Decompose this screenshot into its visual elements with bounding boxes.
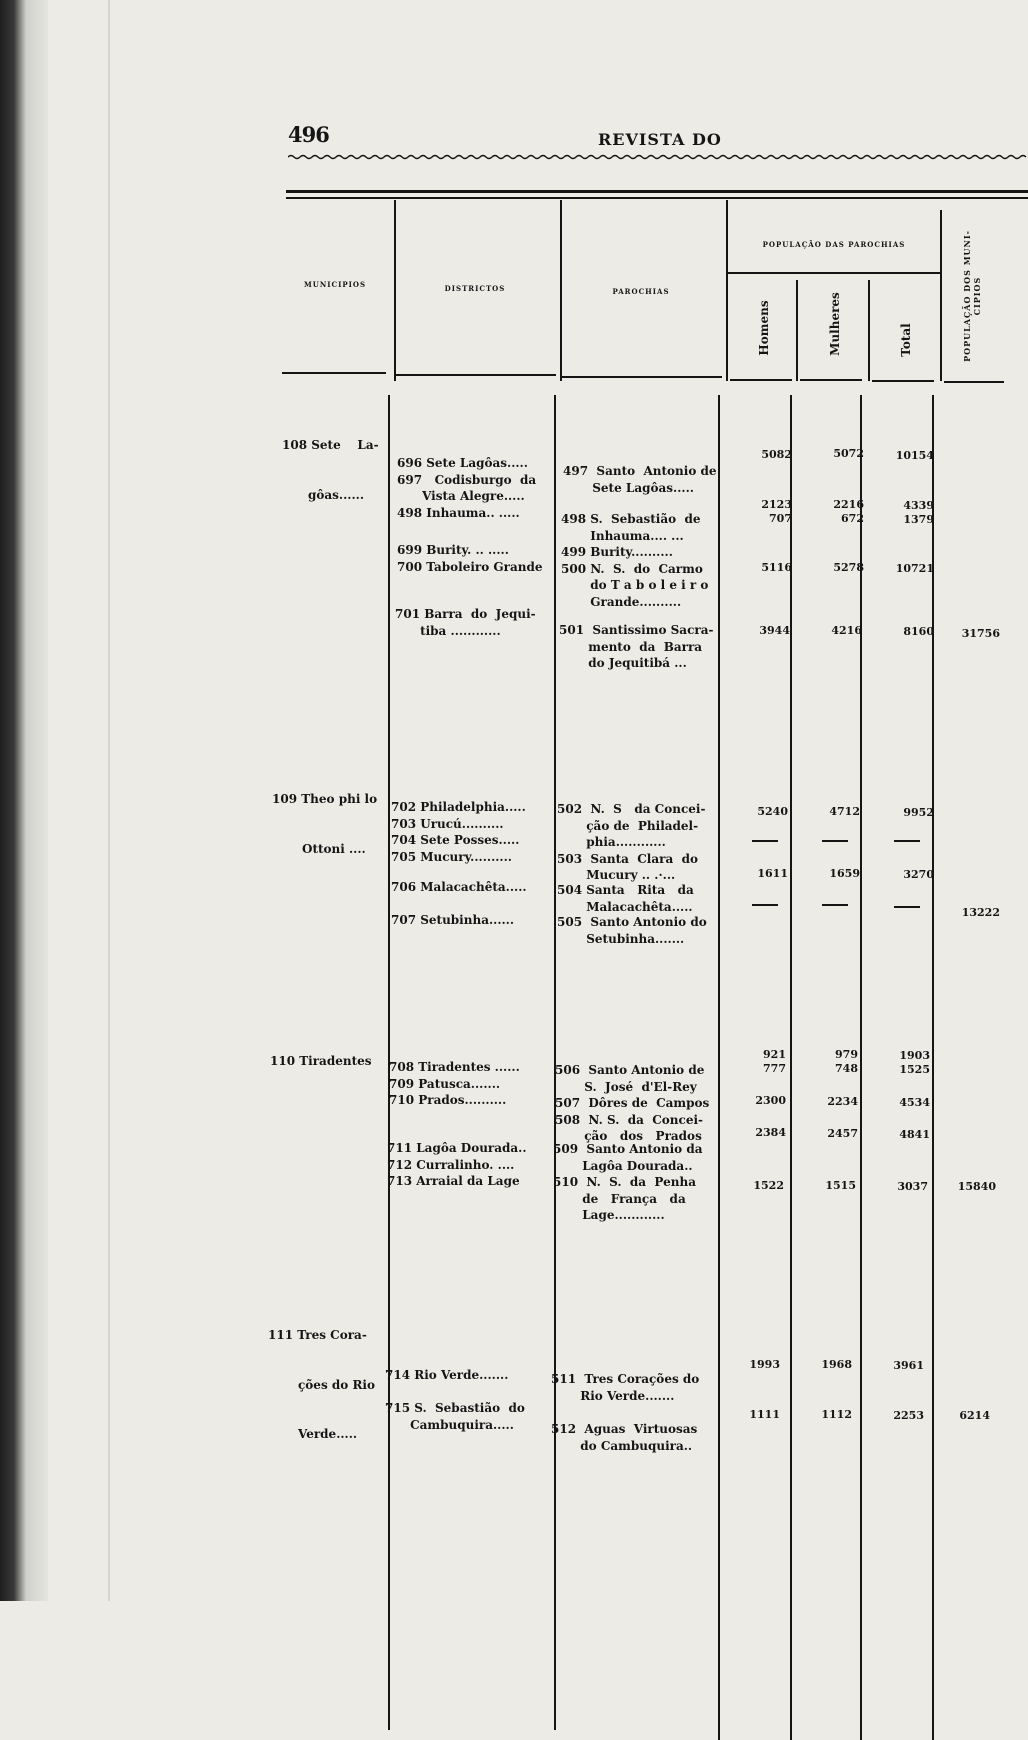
- header-total: Total: [899, 323, 913, 357]
- homens-r4: 5116: [761, 561, 792, 574]
- homens-r10: 2300: [755, 1094, 786, 1107]
- dash-homens-r6b: [752, 840, 778, 842]
- divider-municipios: [394, 200, 396, 381]
- head-underline-pop-municipios: [944, 381, 1004, 383]
- dash-mulheres-r6b: [822, 840, 848, 842]
- mulheres-r4: 5278: [833, 561, 864, 574]
- homens-r11: 2384: [755, 1126, 786, 1139]
- mulheres-r8: 979: [835, 1048, 858, 1061]
- divider-total: [940, 210, 942, 381]
- districtos-group-7: 708 Tiradentes ...... 709 Patusca....... 710 Prados..........: [389, 1060, 520, 1107]
- total-r11: 4841: [899, 1128, 930, 1141]
- dash-homens-r7b: [752, 904, 778, 906]
- page-number: 496: [288, 122, 329, 147]
- municipio-111: 111 Tres Cora- ções do Rio Verde.....: [268, 1328, 375, 1441]
- divider-mulheres-body: [860, 395, 862, 1740]
- homens-r7: 1611: [757, 867, 788, 880]
- total-r5: 8160: [903, 625, 934, 638]
- homens-r9: 777: [763, 1062, 786, 1075]
- mulheres-r3: 672: [841, 512, 864, 525]
- header-populacao-parochias: POPULAÇÃO DAS PAROCHIAS: [762, 240, 906, 249]
- parochias-group-2: 498 S. Sebastião de Inhauma.... ... 499 Burity.......... 500 N. S. do Carmo do T a b o l e i r o Grande..........: [561, 512, 709, 609]
- total-r4: 10721: [895, 562, 934, 575]
- parochias-group-8: 509 Santo Antonio da Lagôa Dourada.. 510 N. S. da Penha de França da Lage............: [553, 1142, 703, 1222]
- parochias-group-5: 504 Santa Rita da Malacachêta.....: [557, 883, 694, 914]
- homens-r13: 1993: [749, 1358, 780, 1371]
- homens-r3: 707: [769, 512, 792, 525]
- book-spine-shadow: [0, 0, 48, 1601]
- divider-homens: [796, 280, 798, 381]
- table-top-rule: [286, 190, 1028, 193]
- municipio-110: 110 Tiradentes: [270, 1054, 372, 1068]
- mulheres-r13: 1968: [821, 1358, 852, 1371]
- homens-r1: 5082: [761, 448, 792, 461]
- mulheres-r6: 4712: [829, 805, 860, 818]
- mulheres-r11: 2457: [827, 1127, 858, 1140]
- mulheres-r5: 4216: [831, 624, 862, 637]
- municipio-total-108: 31756: [961, 627, 1000, 640]
- header-homens: Homens: [757, 300, 771, 356]
- divider-districtos: [560, 200, 562, 381]
- dash-mulheres-r7b: [822, 904, 848, 906]
- total-r6: 9952: [903, 806, 934, 819]
- binding-crease: [108, 0, 110, 1601]
- divider-mulheres: [868, 280, 870, 381]
- total-r7: 3270: [903, 868, 934, 881]
- total-r14: 2253: [893, 1409, 924, 1422]
- head-underline-parochias: [562, 376, 722, 378]
- total-r9: 1525: [899, 1063, 930, 1076]
- parochias-group-10: 512 Aguas Virtuosas do Cambuquira..: [551, 1422, 698, 1453]
- table-top-rule-2: [286, 197, 1028, 199]
- running-title: REVISTA DO: [598, 130, 722, 149]
- divider-total-body: [932, 395, 934, 1740]
- districtos-group-2: 699 Burity. .. ..... 700 Taboleiro Grande: [397, 543, 543, 574]
- header-parochias: PAROCHIAS: [612, 287, 670, 296]
- total-r1: 10154: [895, 449, 934, 462]
- districtos-group-8: 711 Lagôa Dourada.. 712 Curralinho. .... 713 Arraial da Lage: [387, 1141, 527, 1188]
- municipio-total-110: 15840: [957, 1180, 996, 1193]
- homens-r6: 5240: [757, 805, 788, 818]
- districtos-group-6: 707 Setubinha......: [391, 913, 515, 927]
- total-r13: 3961: [893, 1359, 924, 1372]
- divider-homens-body: [790, 395, 792, 1740]
- head-underline-municipios: [282, 372, 386, 374]
- districtos-group-5: 706 Malacachêta.....: [391, 880, 527, 894]
- header-populacao-municipios: POPULAÇÃO DOS MUNI- CIPIOS: [962, 230, 982, 362]
- homens-r5: 3944: [759, 624, 790, 637]
- municipio-109: 109 Theo phi lo Ottoni ....: [272, 792, 378, 856]
- divider-parochias-body: [718, 395, 720, 1740]
- mulheres-r1: 5072: [833, 447, 864, 460]
- total-r2: 4339: [903, 499, 934, 512]
- homens-r8: 921: [763, 1048, 786, 1061]
- total-r3: 1379: [903, 513, 934, 526]
- homens-r14: 1111: [749, 1408, 780, 1421]
- dash-total-r7b: [894, 906, 920, 908]
- municipio-total-111: 6214: [959, 1409, 990, 1422]
- mulheres-r12: 1515: [825, 1179, 856, 1192]
- mulheres-r7: 1659: [829, 867, 860, 880]
- districtos-group-10: 715 S. Sebastião do Cambuquira.....: [385, 1401, 525, 1432]
- parochias-group-1: 497 Santo Antonio de Sete Lagôas.....: [563, 464, 717, 495]
- header-mulheres: Mulheres: [828, 292, 842, 356]
- parochias-group-4: 502 N. S da Concei- ção de Philadel- phia............ 503 Santa Clara do Mucury .. .·...: [557, 802, 706, 882]
- head-underline-homens: [730, 379, 792, 381]
- total-r10: 4534: [899, 1096, 930, 1109]
- municipio-108: 108 Sete La- gôas......: [282, 438, 379, 502]
- dash-total-r6b: [894, 840, 920, 842]
- total-r8: 1903: [899, 1049, 930, 1062]
- head-underline-total: [872, 380, 934, 382]
- divider-parochias: [726, 200, 728, 381]
- districtos-group-3: 701 Barra do Jequi- tiba ............: [395, 607, 536, 638]
- mulheres-r10: 2234: [827, 1095, 858, 1108]
- parochias-group-7: 506 Santo Antonio de S. José d'El-Rey 507 Dôres de Campos 508 N. S. da Concei- ção dos Prados: [555, 1063, 710, 1143]
- homens-r2: 2123: [761, 498, 792, 511]
- parochias-pop-underline: [728, 272, 940, 274]
- parochias-group-6: 505 Santo Antonio do Setubinha.......: [557, 915, 707, 946]
- head-underline-districtos: [396, 374, 556, 376]
- header-districtos: DISTRICTOS: [444, 284, 506, 293]
- parochias-group-9: 511 Tres Corações do Rio Verde.......: [551, 1372, 700, 1403]
- mulheres-r2: 2216: [833, 498, 864, 511]
- header-municipios: MUNICIPIOS: [303, 280, 367, 289]
- mulheres-r9: 748: [835, 1062, 858, 1075]
- districtos-group-4: 702 Philadelphia..... 703 Urucú.......... 704 Sete Posses..... 705 Mucury..........: [391, 800, 526, 864]
- homens-r12: 1522: [753, 1179, 784, 1192]
- districtos-group-1: 696 Sete Lagôas..... 697 Codisburgo da Vista Alegre..... 498 Inhauma.. .....: [397, 456, 537, 520]
- header-wavy-rule: [288, 154, 1028, 160]
- head-underline-mulheres: [800, 379, 862, 381]
- municipio-total-109: 13222: [961, 906, 1000, 919]
- districtos-group-9: 714 Rio Verde.......: [385, 1368, 509, 1382]
- parochias-group-3: 501 Santissimo Sacra- mento da Barra do Jequitibá ...: [559, 623, 714, 670]
- total-r12: 3037: [897, 1180, 928, 1193]
- mulheres-r14: 1112: [821, 1408, 852, 1421]
